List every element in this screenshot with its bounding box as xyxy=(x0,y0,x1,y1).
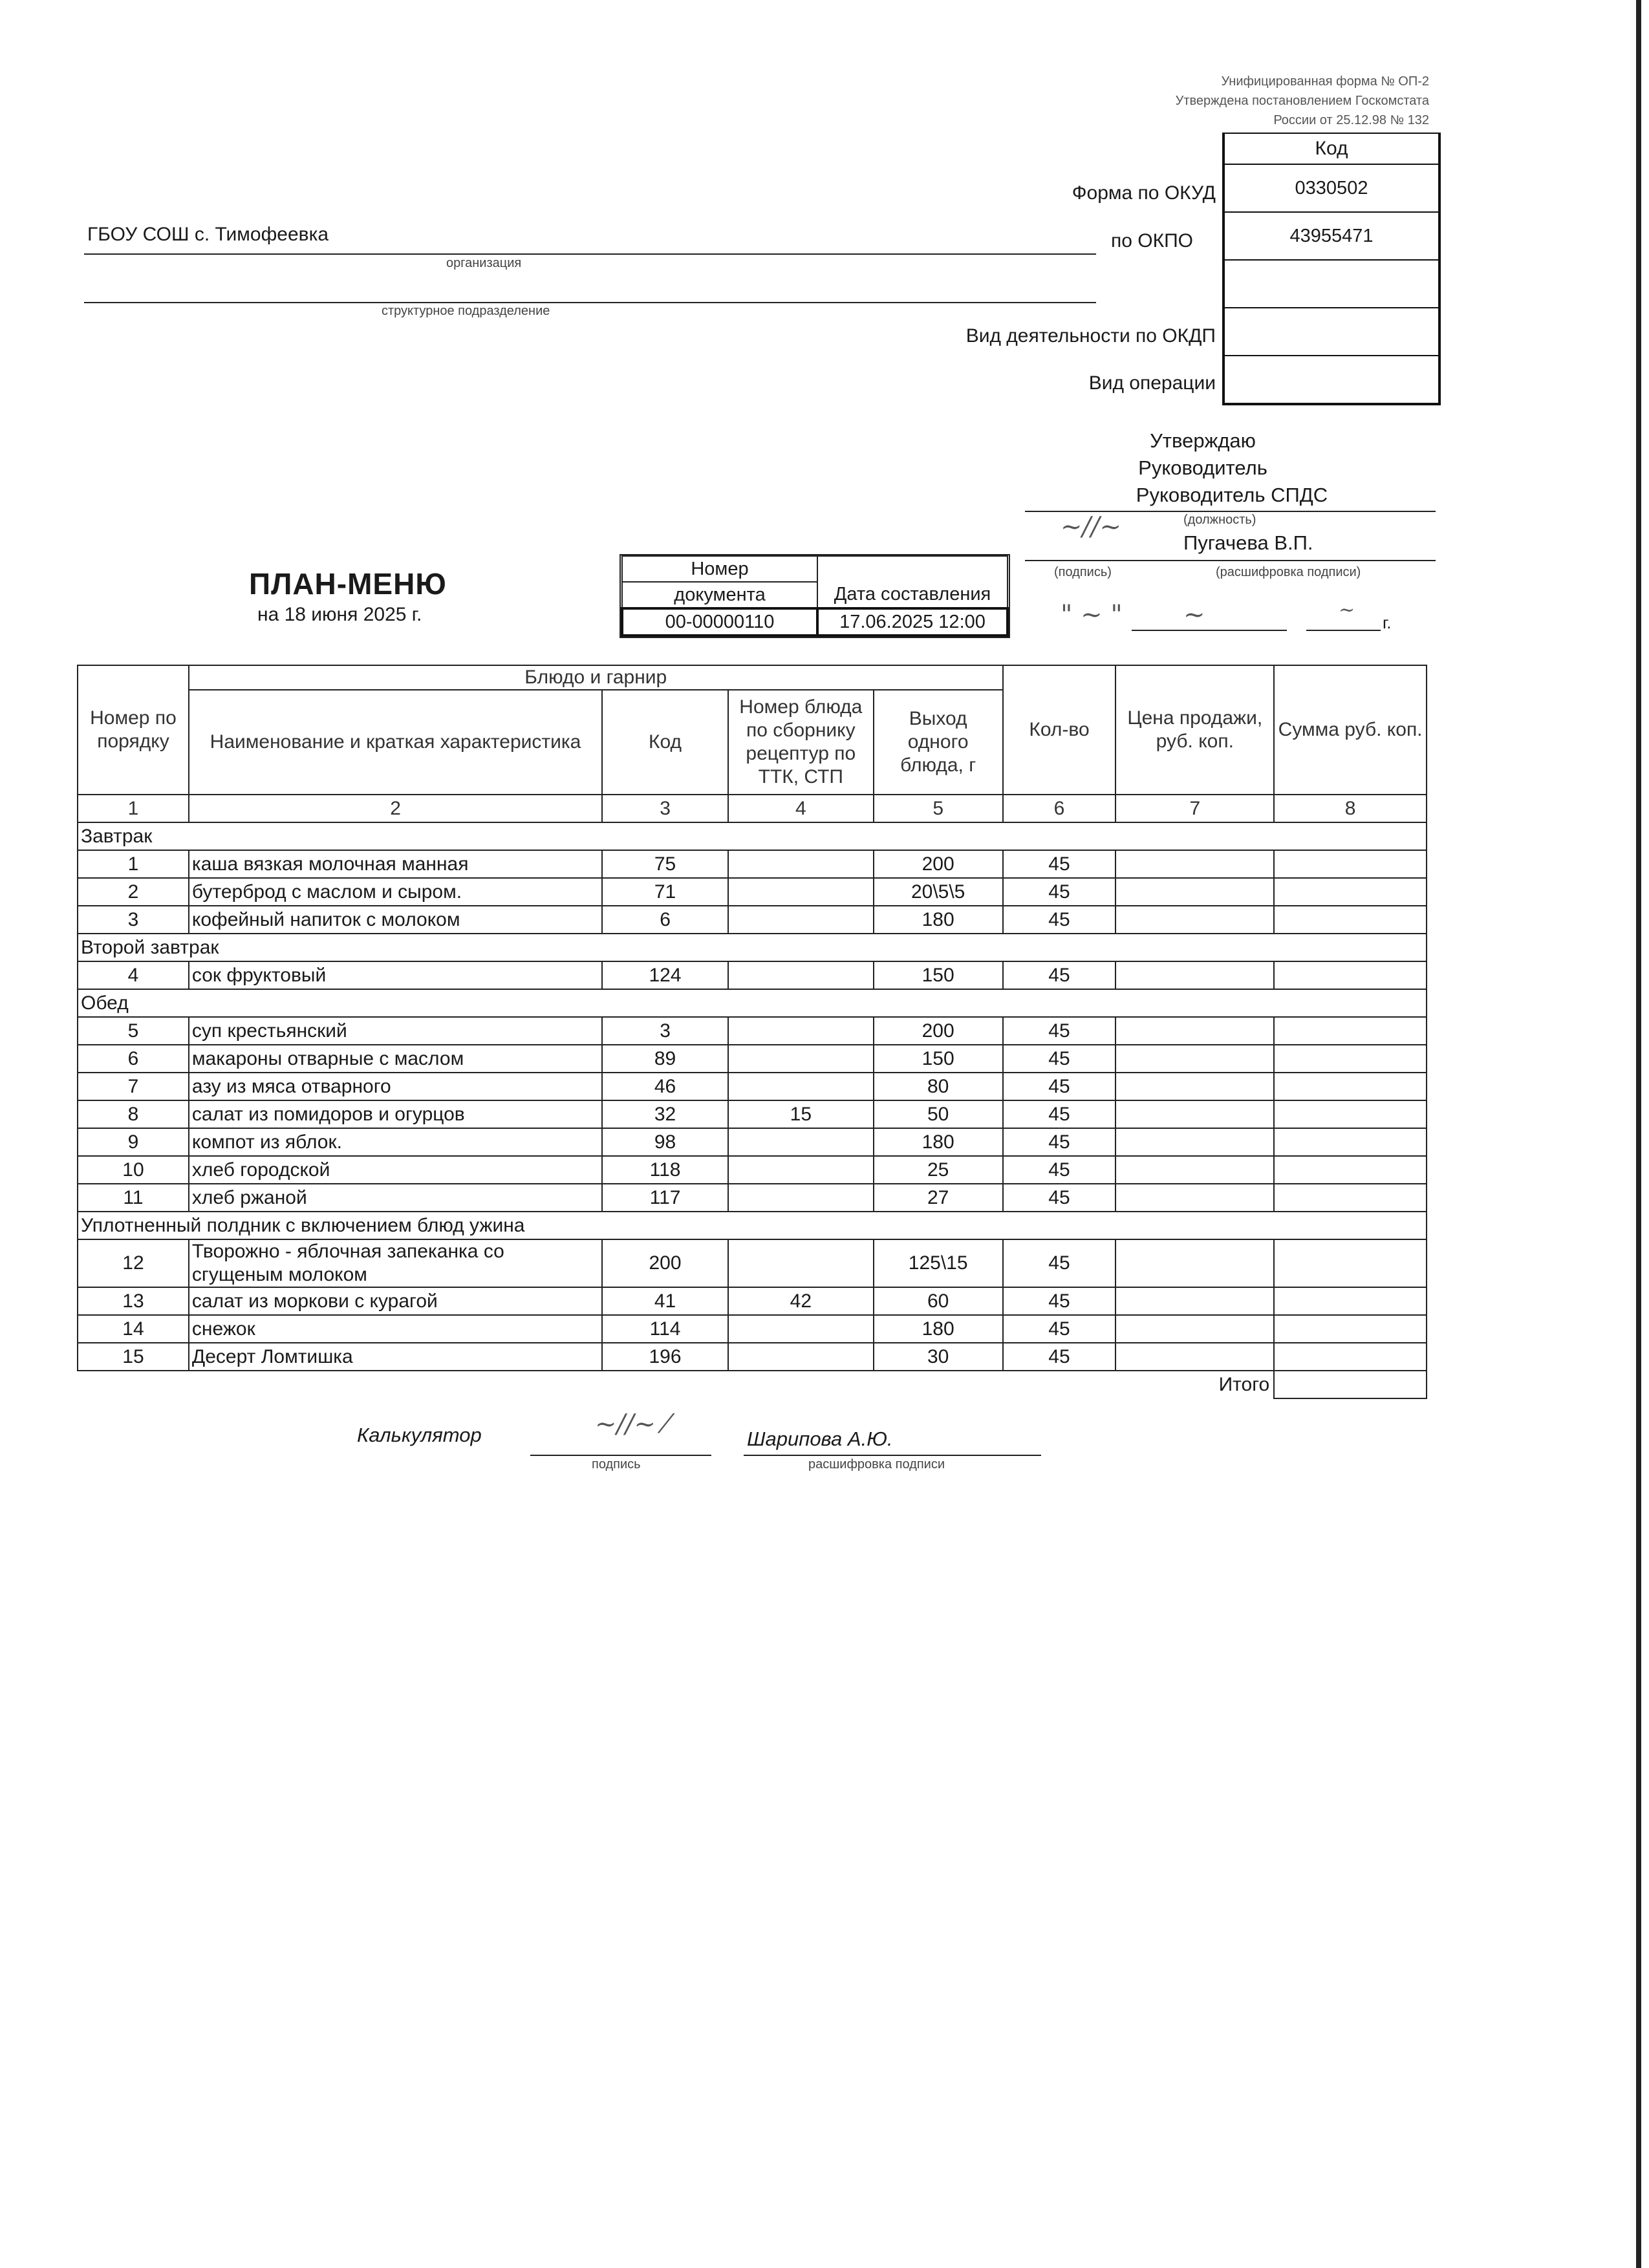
department-caption: структурное подразделение xyxy=(382,304,550,318)
col-yield-header: Выход одного блюда, г xyxy=(874,690,1003,795)
dish-price xyxy=(1116,1343,1274,1371)
dish-sum xyxy=(1274,1156,1427,1184)
table-row xyxy=(78,1128,1427,1156)
year-suffix: г. xyxy=(1383,613,1392,632)
year-line xyxy=(1306,630,1381,631)
document-number-box xyxy=(620,554,1010,638)
dish-price xyxy=(1116,878,1274,906)
dish-name: кофейный напиток с молоком xyxy=(189,906,602,934)
dish-qty: 45 xyxy=(1003,1184,1116,1212)
dish-recipe xyxy=(728,1315,874,1343)
row-number: 12 xyxy=(78,1239,189,1287)
dish-recipe xyxy=(728,1343,874,1371)
dish-code: 89 xyxy=(602,1045,728,1073)
dish-code: 3 xyxy=(602,1017,728,1045)
form-header-line1: Унифицированная форма № ОП-2 xyxy=(1221,74,1429,89)
dish-recipe xyxy=(728,1045,874,1073)
dish-price xyxy=(1116,1128,1274,1156)
department-line xyxy=(84,302,1096,303)
section-title: Второй завтрак xyxy=(78,934,1427,961)
dish-code: 118 xyxy=(602,1156,728,1184)
doc-num-label-1: Номер xyxy=(622,556,817,582)
dish-recipe xyxy=(728,1017,874,1045)
dish-name: сок фруктовый xyxy=(189,961,602,989)
dish-qty: 45 xyxy=(1003,1156,1116,1184)
approve-name: Пугачева В.П. xyxy=(1183,531,1313,554)
section-title: Обед xyxy=(78,989,1427,1017)
dish-sum xyxy=(1274,961,1427,989)
dish-qty: 45 xyxy=(1003,1073,1116,1100)
total-value xyxy=(1274,1371,1427,1398)
row-number: 10 xyxy=(78,1156,189,1184)
okpo-label: по ОКПО xyxy=(1111,230,1193,251)
approve-line1: Утверждаю xyxy=(1150,429,1256,452)
dish-price xyxy=(1116,1184,1274,1212)
doc-num-label-2: документа xyxy=(622,582,817,608)
operation-value xyxy=(1225,355,1438,403)
okud-value: 0330502 xyxy=(1225,164,1438,211)
dish-sum xyxy=(1274,906,1427,934)
dish-yield: 60 xyxy=(874,1287,1003,1315)
dish-price xyxy=(1116,906,1274,934)
dish-code: 124 xyxy=(602,961,728,989)
table-row xyxy=(78,1315,1427,1343)
dish-code: 114 xyxy=(602,1315,728,1343)
document-date-line: на 18 июня 2025 г. xyxy=(257,604,422,625)
row-number: 13 xyxy=(78,1287,189,1315)
dish-recipe xyxy=(728,1184,874,1212)
operation-label: Вид операции xyxy=(1088,372,1216,394)
dish-price xyxy=(1116,1315,1274,1343)
dish-code: 75 xyxy=(602,850,728,878)
dish-yield: 80 xyxy=(874,1073,1003,1100)
name-line xyxy=(1025,560,1436,561)
dish-qty: 45 xyxy=(1003,878,1116,906)
table-row xyxy=(78,1017,1427,1045)
dish-qty: 45 xyxy=(1003,1287,1116,1315)
dish-sum xyxy=(1274,1315,1427,1343)
dish-yield: 50 xyxy=(874,1100,1003,1128)
okud-label: Форма по ОКУД xyxy=(1072,182,1216,204)
menu-table xyxy=(77,665,1427,1399)
okpo-value: 43955471 xyxy=(1225,211,1438,259)
col-order-header: Номер по порядку xyxy=(78,665,189,795)
dish-qty: 45 xyxy=(1003,1100,1116,1128)
dish-price xyxy=(1116,1239,1274,1287)
dish-price xyxy=(1116,1100,1274,1128)
dish-qty: 45 xyxy=(1003,1343,1116,1371)
dish-yield: 25 xyxy=(874,1156,1003,1184)
signature-caption: (подпись) xyxy=(1054,565,1112,579)
col-price-header: Цена продажи, руб. коп. xyxy=(1116,665,1274,795)
dish-name: Десерт Ломтишка xyxy=(189,1343,602,1371)
dish-name: каша вязкая молочная манная xyxy=(189,850,602,878)
month-handwritten: ~ xyxy=(1183,600,1205,630)
dish-code: 196 xyxy=(602,1343,728,1371)
dish-sum xyxy=(1274,1287,1427,1315)
form-header-line3: России от 25.12.98 № 132 xyxy=(1273,113,1429,127)
dish-name: макароны отварные с маслом xyxy=(189,1045,602,1073)
row-number: 11 xyxy=(78,1184,189,1212)
dish-code: 6 xyxy=(602,906,728,934)
dish-code: 117 xyxy=(602,1184,728,1212)
name-caption: (расшифровка подписи) xyxy=(1216,565,1361,579)
dish-sum xyxy=(1274,1343,1427,1371)
doc-number: 00-00000110 xyxy=(622,608,817,636)
dish-name: бутерброд с маслом и сыром. xyxy=(189,878,602,906)
table-row xyxy=(78,1287,1427,1315)
col-number: 3 xyxy=(602,795,728,822)
code-box xyxy=(1222,133,1441,405)
okdp-label: Вид деятельности по ОКДП xyxy=(965,325,1216,347)
position-caption: (должность) xyxy=(1183,513,1256,527)
dish-sum xyxy=(1274,1100,1427,1128)
dish-recipe xyxy=(728,906,874,934)
dish-yield: 150 xyxy=(874,1045,1003,1073)
col-number: 7 xyxy=(1116,795,1274,822)
dish-qty: 45 xyxy=(1003,1239,1116,1287)
dish-recipe: 42 xyxy=(728,1287,874,1315)
calc-signature-caption: подпись xyxy=(592,1457,641,1471)
col-number: 2 xyxy=(189,795,602,822)
section-title: Завтрак xyxy=(78,822,1427,850)
dish-name: суп крестьянский xyxy=(189,1017,602,1045)
dish-code: 32 xyxy=(602,1100,728,1128)
dish-qty: 45 xyxy=(1003,1017,1116,1045)
dish-code: 46 xyxy=(602,1073,728,1100)
approve-position: Руководитель СПДС xyxy=(1136,484,1328,506)
dish-qty: 45 xyxy=(1003,906,1116,934)
table-row xyxy=(78,1156,1427,1184)
dish-yield: 180 xyxy=(874,1315,1003,1343)
dish-sum xyxy=(1274,1239,1427,1287)
dish-price xyxy=(1116,1073,1274,1100)
dish-sum xyxy=(1274,1073,1427,1100)
dish-name: хлеб городской xyxy=(189,1156,602,1184)
approve-line2: Руководитель xyxy=(1138,456,1267,479)
dish-name: салат из моркови с курагой xyxy=(189,1287,602,1315)
row-number: 4 xyxy=(78,961,189,989)
row-number: 7 xyxy=(78,1073,189,1100)
col-number: 5 xyxy=(874,795,1003,822)
col-name-header: Наименование и краткая характеристика xyxy=(189,690,602,795)
table-row xyxy=(78,1343,1427,1371)
dish-sum xyxy=(1274,1184,1427,1212)
table-row xyxy=(78,878,1427,906)
dish-group-header: Блюдо и гарнир xyxy=(189,665,1003,690)
dish-price xyxy=(1116,1045,1274,1073)
dish-recipe xyxy=(728,1128,874,1156)
total-label: Итого xyxy=(1218,1374,1270,1395)
dish-recipe xyxy=(728,878,874,906)
dish-name: азу из мяса отварного xyxy=(189,1073,602,1100)
dish-recipe xyxy=(728,1156,874,1184)
section-row xyxy=(78,822,1427,850)
organization-name: ГБОУ СОШ с. Тимофеевка xyxy=(87,224,329,245)
day-handwritten: " ~ " xyxy=(1061,600,1123,630)
dish-qty: 45 xyxy=(1003,961,1116,989)
dish-name: снежок xyxy=(189,1315,602,1343)
row-number: 3 xyxy=(78,906,189,934)
col-sum-header: Сумма руб. коп. xyxy=(1274,665,1427,795)
dish-name: Творожно - яблочная запеканка со сгущеным молоком xyxy=(189,1239,602,1287)
table-row xyxy=(78,906,1427,934)
table-row xyxy=(78,1073,1427,1100)
table-row xyxy=(78,1045,1427,1073)
code-box-head: Код xyxy=(1315,138,1348,159)
calculator-name: Шарипова А.Ю. xyxy=(747,1428,893,1450)
scan-edge xyxy=(1636,0,1641,2268)
calc-name-caption: расшифровка подписи xyxy=(808,1457,945,1471)
dish-sum xyxy=(1274,1045,1427,1073)
table-row xyxy=(78,961,1427,989)
dish-qty: 45 xyxy=(1003,1045,1116,1073)
col-number: 6 xyxy=(1003,795,1116,822)
form-header-line2: Утверждена постановлением Госкомстата xyxy=(1175,94,1429,108)
organization-line xyxy=(84,253,1096,255)
dish-code: 41 xyxy=(602,1287,728,1315)
row-number: 14 xyxy=(78,1315,189,1343)
director-signature: ~//~ xyxy=(1061,512,1121,542)
dish-sum xyxy=(1274,850,1427,878)
dish-qty: 45 xyxy=(1003,850,1116,878)
col-number: 1 xyxy=(78,795,189,822)
calc-signature-line xyxy=(530,1455,711,1456)
row-number: 9 xyxy=(78,1128,189,1156)
dish-name: компот из яблок. xyxy=(189,1128,602,1156)
dish-recipe xyxy=(728,1239,874,1287)
col-number: 8 xyxy=(1274,795,1427,822)
year-handwritten: ~ xyxy=(1339,599,1355,621)
dish-yield: 27 xyxy=(874,1184,1003,1212)
dish-code: 200 xyxy=(602,1239,728,1287)
row-number: 6 xyxy=(78,1045,189,1073)
dish-sum xyxy=(1274,1128,1427,1156)
section-title: Уплотненный полдник с включением блюд ужина xyxy=(78,1212,1427,1239)
dish-recipe xyxy=(728,850,874,878)
doc-created: 17.06.2025 12:00 xyxy=(817,608,1008,636)
table-row xyxy=(78,1239,1427,1287)
col-code-header: Код xyxy=(602,690,728,795)
row-number: 8 xyxy=(78,1100,189,1128)
row-number: 5 xyxy=(78,1017,189,1045)
dish-price xyxy=(1116,961,1274,989)
empty-code-cell xyxy=(1225,259,1438,307)
row-number: 15 xyxy=(78,1343,189,1371)
table-row xyxy=(78,1100,1427,1128)
dish-yield: 20\5\5 xyxy=(874,878,1003,906)
dish-yield: 180 xyxy=(874,1128,1003,1156)
section-row xyxy=(78,934,1427,961)
dish-recipe: 15 xyxy=(728,1100,874,1128)
table-row xyxy=(78,1184,1427,1212)
dish-price xyxy=(1116,1017,1274,1045)
section-row xyxy=(78,1212,1427,1239)
dish-recipe xyxy=(728,1073,874,1100)
dish-sum xyxy=(1274,1017,1427,1045)
col-recipe-header: Номер блюда по сборнику рецептур по ТТК, СТП xyxy=(728,690,874,795)
doc-date-label: Дата составления xyxy=(817,556,1008,608)
organization-caption: организация xyxy=(446,256,522,270)
dish-price xyxy=(1116,1156,1274,1184)
row-number: 2 xyxy=(78,878,189,906)
calculator-signature: ~//~ ⁄ xyxy=(595,1409,669,1439)
calc-name-line xyxy=(744,1455,1041,1456)
dish-name: хлеб ржаной xyxy=(189,1184,602,1212)
menu-body xyxy=(78,822,1427,1371)
row-number: 1 xyxy=(78,850,189,878)
section-row xyxy=(78,989,1427,1017)
dish-yield: 180 xyxy=(874,906,1003,934)
dish-code: 71 xyxy=(602,878,728,906)
dish-code: 98 xyxy=(602,1128,728,1156)
col-qty-header: Кол-во xyxy=(1003,665,1116,795)
month-line xyxy=(1132,630,1287,631)
dish-yield: 200 xyxy=(874,1017,1003,1045)
dish-price xyxy=(1116,1287,1274,1315)
dish-yield: 125\15 xyxy=(874,1239,1003,1287)
dish-price xyxy=(1116,850,1274,878)
dish-sum xyxy=(1274,878,1427,906)
calculator-label: Калькулятор xyxy=(357,1424,482,1446)
dish-recipe xyxy=(728,961,874,989)
dish-yield: 30 xyxy=(874,1343,1003,1371)
dish-qty: 45 xyxy=(1003,1315,1116,1343)
dish-qty: 45 xyxy=(1003,1128,1116,1156)
dish-yield: 150 xyxy=(874,961,1003,989)
document-title: ПЛАН-МЕНЮ xyxy=(249,567,447,601)
okdp-value xyxy=(1225,307,1438,355)
table-row xyxy=(78,850,1427,878)
dish-name: салат из помидоров и огурцов xyxy=(189,1100,602,1128)
col-number: 4 xyxy=(728,795,874,822)
dish-yield: 200 xyxy=(874,850,1003,878)
